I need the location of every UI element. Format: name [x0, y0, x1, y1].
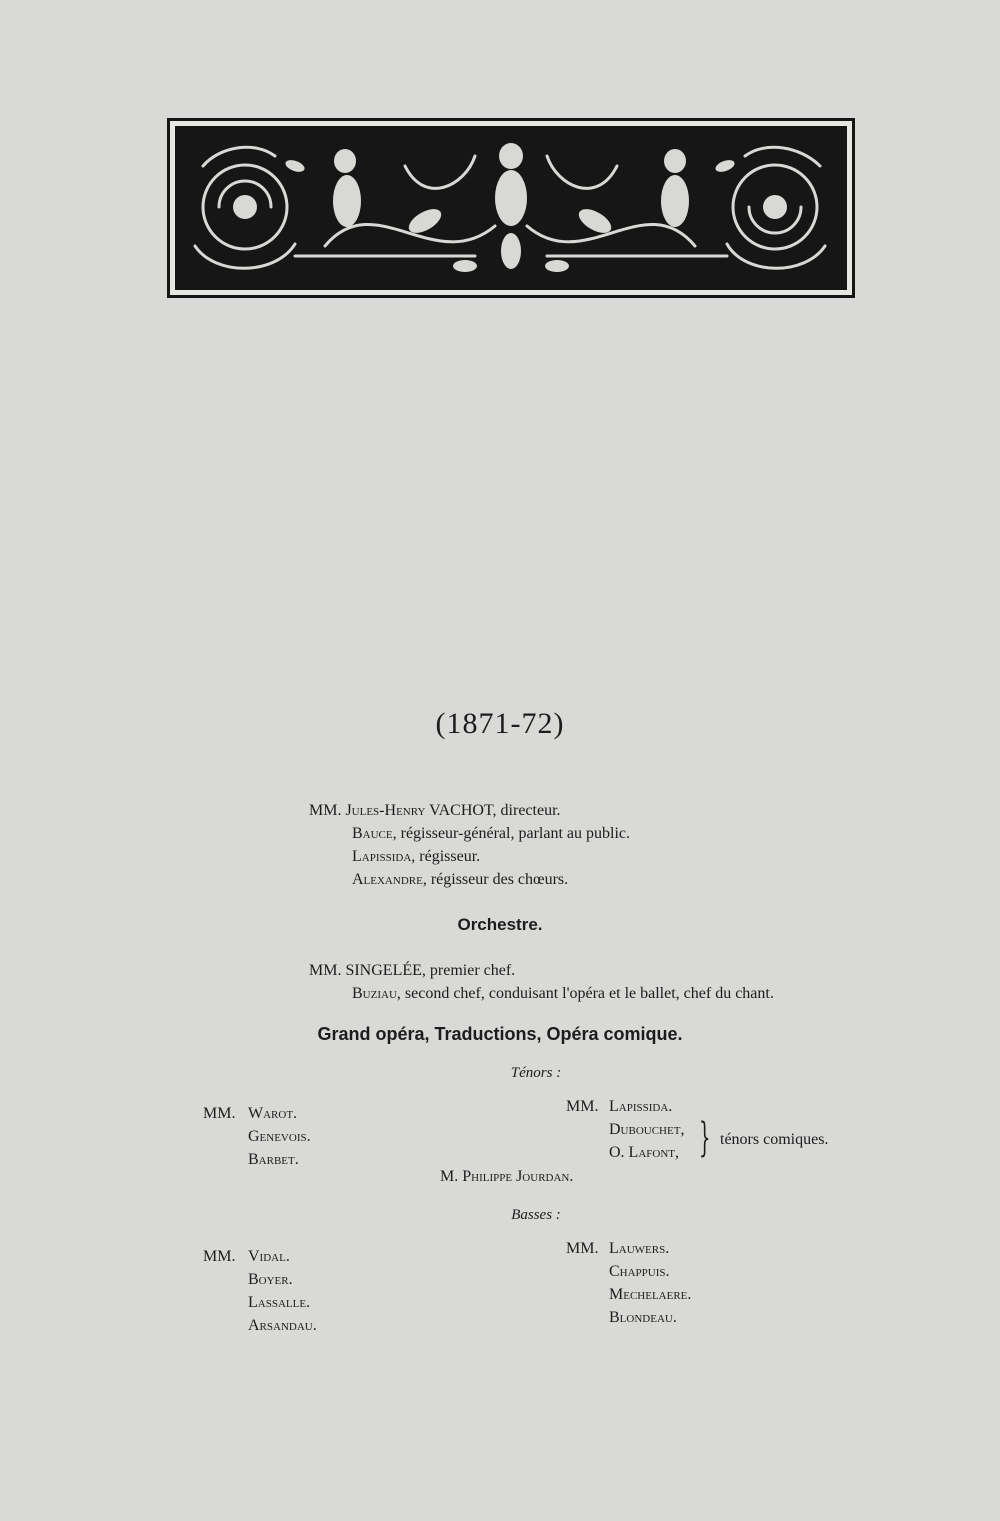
- direction-line-4: [352, 871, 568, 889]
- director-role: directeur.: [500, 802, 561, 819]
- tenors-label: Ténors :: [510, 1065, 562, 1081]
- tenor-name: Genevois.: [248, 1128, 311, 1145]
- basses-left-prefix: MM.: [203, 1248, 236, 1265]
- bass-name: Mechelaere.: [609, 1286, 692, 1303]
- tenors-left-prefix: MM.: [203, 1105, 236, 1122]
- tenor-name: O. Lafont,: [609, 1144, 679, 1161]
- bass-name: Lauwers.: [609, 1240, 670, 1257]
- direction-line-2: [352, 825, 630, 843]
- orchestre-heading: Orchestre.: [457, 915, 543, 934]
- brace-icon: }: [699, 1115, 711, 1161]
- conductor-role: second chef, conduisant l'opéra et le ballet, chef du chant.: [404, 985, 774, 1002]
- orchestre-line-2: [352, 985, 774, 1003]
- bass-name: Arsandau.: [248, 1317, 317, 1334]
- staff-role: régisseur des chœurs.: [430, 871, 569, 888]
- tenor-name: Barbet.: [248, 1151, 299, 1168]
- orchestre-line-1: [309, 962, 515, 980]
- ornamental-banner: [167, 118, 855, 298]
- mm-prefix: MM.: [309, 962, 342, 979]
- staff-name: Alexandre,: [352, 871, 427, 888]
- m-prefix: M.: [440, 1168, 459, 1185]
- direction-line-1: [309, 802, 561, 820]
- season-year: (1871-72): [435, 707, 565, 740]
- conductor-role: premier chef.: [429, 962, 516, 979]
- tenors-comiques-label: ténors comiques.: [720, 1131, 829, 1148]
- staff-name: Lapissida,: [352, 848, 416, 865]
- direction-line-3: [352, 848, 480, 866]
- bass-name: Vidal.: [248, 1248, 290, 1265]
- bass-name: Blondeau.: [609, 1309, 677, 1326]
- bass-name: Chappuis.: [609, 1263, 670, 1280]
- director-name: Jules-Henry: [345, 802, 426, 819]
- basses-label: Basses :: [511, 1207, 561, 1223]
- bass-name: Lassalle.: [248, 1294, 311, 1311]
- grand-opera-heading: Grand opéra, Traductions, Opéra comique.: [317, 1024, 683, 1044]
- tenor-name: Philippe Jourdan.: [462, 1168, 574, 1185]
- mm-prefix: MM.: [309, 802, 342, 819]
- staff-role: régisseur.: [419, 848, 481, 865]
- staff-role: régisseur-général, parlant au public.: [400, 825, 630, 842]
- banner-illustration: [174, 125, 848, 291]
- basses-right-prefix: MM.: [566, 1240, 599, 1257]
- tenor-name: Dubouchet,: [609, 1121, 685, 1138]
- ornament-icon: [175, 126, 847, 288]
- conductor-name: SINGELÉE,: [345, 962, 426, 979]
- director-surname: VACHOT,: [429, 802, 497, 819]
- conductor-name: Buziau,: [352, 985, 401, 1002]
- bass-name: Boyer.: [248, 1271, 293, 1288]
- tenor-name: Lapissida.: [609, 1098, 673, 1115]
- staff-name: Bauce,: [352, 825, 397, 842]
- tenors-right-prefix: MM.: [566, 1098, 599, 1115]
- extra-tenor-line: [440, 1168, 573, 1186]
- tenor-name: Warot.: [248, 1105, 298, 1122]
